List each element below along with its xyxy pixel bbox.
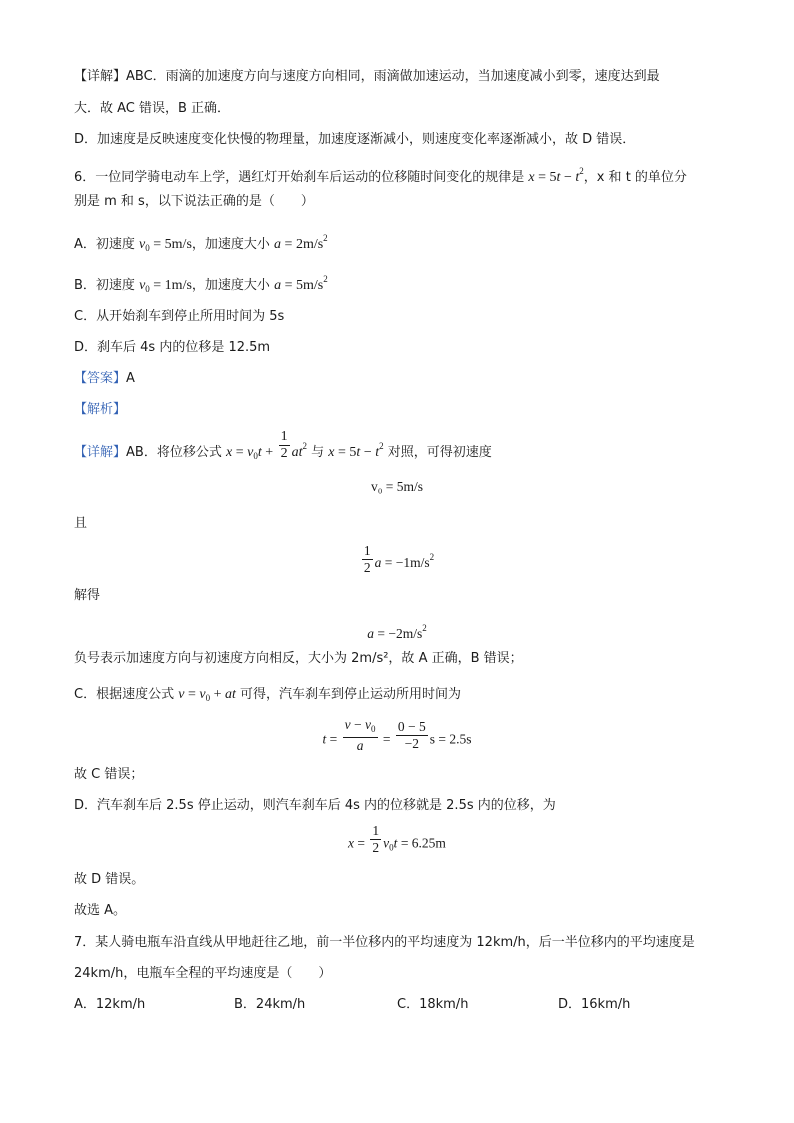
equation-half-a: $\frac{1}{2}$ $a = -1m/s^2$ [363, 543, 435, 576]
option-a: A．初速度 $v_0 = 5m/s$，加速度大小 $a = 2m/s^2$ [74, 233, 328, 253]
detail-ab: 【详解】AB．将位移公式 $x = v_0t$ + $\frac{1}{2}$ $at^2$ 与 $x = 5t - t^2$ 对照，可得初速度 [74, 429, 492, 462]
q7-option-b: B．24km/h [234, 997, 306, 1012]
text-line: 故 D 错误。 [74, 872, 145, 887]
q7-option-d: D．16km/h [558, 997, 631, 1012]
text-line: 【详解】ABC．雨滴的加速度方向与速度方向相同，雨滴做加速运动，当加速度减小到零，速度达到最 [74, 69, 660, 84]
equation-displacement: x = $\frac{1}{2}$ $v_0t = 6.25m$ [348, 823, 446, 855]
text-line: 故选 A。 [74, 903, 127, 918]
q7-option-c: C．18km/h [397, 997, 469, 1012]
option-c: C．从开始刹车到停止所用时间为 5s [74, 309, 285, 324]
question-7-stem-2: 24km/h，电瓶车全程的平均速度是（ ） [74, 966, 332, 981]
equation-a: $a = -2m/s^2$ [367, 623, 427, 641]
equation-v0: v₀ = 5m/s [370, 479, 424, 494]
analysis-tag: 【解析】 [74, 402, 127, 417]
text-line: D．加速度是反映速度变化快慢的物理量，加速度逐渐减小，则速度变化率逐渐减小，故 D 错误． [74, 132, 636, 147]
equation-time: t = $\frac{v - v_0}{a}$ = $\frac{0 - 5}{-2}$ s = 2.5s [322, 717, 472, 753]
q7-option-a: A．12km/h [74, 997, 146, 1012]
question-6-stem: 6．一位同学骑电动车上学，遇红灯开始刹车后运动的位移随时间变化的规律是 $x = 5t - t^2$，x 和 t 的单位分 [74, 166, 687, 185]
formula-displacement: $x = 5t - t^2$ [528, 166, 584, 185]
option-d: D．刹车后 4s 内的位移是 12.5m [74, 340, 271, 355]
text-line: 且 [74, 516, 88, 531]
option-b: B．初速度 $v_0 = 1m/s$，加速度大小 $a = 5m/s^2$ [74, 274, 328, 294]
text-line: 负号表示加速度方向与初速度方向相反，大小为 2m/s²，故 A 正确，B 错误； [74, 651, 523, 666]
text-line: 大．故 AC 错误，B 正确． [74, 101, 231, 116]
text-line: 解得 [74, 588, 101, 603]
question-6-stem-2: 别是 m 和 s，以下说法正确的是（ ） [74, 194, 314, 209]
answer-tag: 【答案】 [74, 371, 127, 386]
text-line: 故 C 错误； [74, 767, 144, 782]
detail-c: C．根据速度公式 $v = v_0$ + at 可得，汽车刹车到停止运动所用时间为 [74, 687, 462, 703]
answer-line: 【答案】A [74, 371, 135, 386]
text-line: D．汽车刹车后 2.5s 停止运动，则汽车刹车后 4s 内的位移就是 2.5s 内的位移，为 [74, 798, 556, 813]
question-7-stem: 7．某人骑电瓶车沿直线从甲地赶往乙地，前一半位移内的平均速度为 12km/h，后一半位移内的平均速度是 [74, 935, 695, 950]
